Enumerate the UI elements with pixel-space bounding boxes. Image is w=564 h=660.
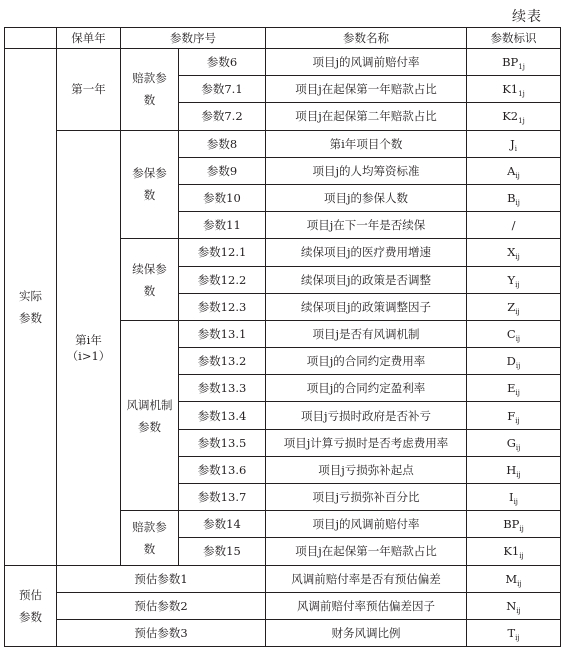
table-row — [5, 49, 561, 76]
param-seq: 参数8 — [179, 130, 266, 157]
group-riskctrl: 风调机制参数 — [121, 320, 179, 510]
param-seq: 参数10 — [179, 184, 266, 211]
param-seq: 参数15 — [179, 538, 266, 565]
param-id: $B_{ij}$ — [467, 184, 561, 211]
param-seq: 参数12.2 — [179, 266, 266, 293]
param-name: 项目j的参保人数 — [266, 184, 467, 211]
param-seq: 参数13.2 — [179, 348, 266, 375]
header-row — [5, 28, 561, 49]
param-seq: 参数12.3 — [179, 293, 266, 320]
param-id: $C_{ij}$ — [467, 320, 561, 347]
param-id: $F_{ij}$ — [467, 402, 561, 429]
param-name: 项目j的合同约定费用率 — [266, 348, 467, 375]
table-row — [5, 565, 561, 592]
param-seq: 预估参数3 — [57, 619, 266, 646]
param-seq: 参数7.1 — [179, 76, 266, 103]
param-seq: 参数13.7 — [179, 484, 266, 511]
param-name: 项目j亏损弥补百分比 — [266, 484, 467, 511]
param-id: $Y_{ij}$ — [467, 266, 561, 293]
param-name: 续保项目j的政策调整因子 — [266, 293, 467, 320]
param-id: $N_{ij}$ — [467, 592, 561, 619]
param-id: $T_{ij}$ — [467, 619, 561, 646]
table-row — [5, 619, 561, 646]
param-name: 项目j亏损弥补起点 — [266, 456, 467, 483]
param-id: $M_{ij}$ — [467, 565, 561, 592]
param-id: $K2_{1j}$ — [467, 103, 561, 130]
param-name: 项目j在起保第一年赔款占比 — [266, 76, 467, 103]
param-id: $K1_{ij}$ — [467, 538, 561, 565]
param-seq: 参数7.2 — [179, 103, 266, 130]
header-blank — [5, 28, 57, 49]
param-seq: 预估参数2 — [57, 592, 266, 619]
group-estimate: 预估参数 — [5, 565, 57, 647]
group-renewal: 续保参数 — [121, 239, 179, 321]
param-seq: 预估参数1 — [57, 565, 266, 592]
param-seq: 参数9 — [179, 157, 266, 184]
param-seq: 参数13.3 — [179, 375, 266, 402]
param-name: 续保项目j的医疗费用增速 — [266, 239, 467, 266]
param-name: 风调前赔付率是否有预估偏差 — [266, 565, 467, 592]
param-seq: 参数12.1 — [179, 239, 266, 266]
header-year: 保单年 — [57, 28, 121, 49]
table-row — [5, 592, 561, 619]
param-id: $J_i$ — [467, 130, 561, 157]
param-seq: 参数13.5 — [179, 429, 266, 456]
param-seq: 参数14 — [179, 511, 266, 538]
param-id: $E_{ij}$ — [467, 375, 561, 402]
param-seq: 参数13.6 — [179, 456, 266, 483]
param-id: $D_{ij}$ — [467, 348, 561, 375]
param-name: 项目j计算亏损时是否考虑费用率 — [266, 429, 467, 456]
table-row — [5, 130, 561, 157]
param-name: 财务风调比例 — [266, 619, 467, 646]
param-id: $G_{ij}$ — [467, 429, 561, 456]
param-id: $Z_{ij}$ — [467, 293, 561, 320]
param-id: $I_{ij}$ — [467, 484, 561, 511]
param-seq: 参数13.4 — [179, 402, 266, 429]
param-seq: 参数11 — [179, 212, 266, 239]
param-name: 项目j的风调前赔付率 — [266, 49, 467, 76]
parameter-table — [4, 27, 561, 647]
header-id: 参数标识 — [467, 28, 561, 49]
group-payout1: 赔款参数 — [121, 49, 179, 131]
group-yeari: 第i年 （i>1） — [57, 130, 121, 565]
param-name: 项目j亏损时政府是否补亏 — [266, 402, 467, 429]
param-id: $BP_{ij}$ — [467, 511, 561, 538]
param-name: 项目j是否有风调机制 — [266, 320, 467, 347]
group-insured: 参保参数 — [121, 130, 179, 239]
param-id: $H_{ij}$ — [467, 456, 561, 483]
param-id: $BP_{1j}$ — [467, 49, 561, 76]
param-id: $K1_{1j}$ — [467, 76, 561, 103]
param-name: 项目j的人均筹资标准 — [266, 157, 467, 184]
param-seq: 参数13.1 — [179, 320, 266, 347]
group-payout2: 赔款参数 — [121, 511, 179, 565]
header-seq: 参数序号 — [121, 28, 266, 49]
group-actual: 实际参数 — [5, 49, 57, 566]
param-name: 续保项目j的政策是否调整 — [266, 266, 467, 293]
param-name: 项目j在起保第一年赔款占比 — [266, 538, 467, 565]
param-name: 项目j的风调前赔付率 — [266, 511, 467, 538]
param-id: $X_{ij}$ — [467, 239, 561, 266]
group-year1: 第一年 — [57, 49, 121, 131]
param-name: 项目j在起保第二年赔款占比 — [266, 103, 467, 130]
param-name: 风调前赔付率预估偏差因子 — [266, 592, 467, 619]
continued-label: 续表 — [512, 9, 542, 25]
param-id: $A_{ij}$ — [467, 157, 561, 184]
param-name: 项目j在下一年是否续保 — [266, 212, 467, 239]
param-seq: 参数6 — [179, 49, 266, 76]
param-id: / — [467, 212, 561, 239]
param-name: 项目j的合同约定盈利率 — [266, 375, 467, 402]
header-name: 参数名称 — [266, 28, 467, 49]
param-name: 第i年项目个数 — [266, 130, 467, 157]
